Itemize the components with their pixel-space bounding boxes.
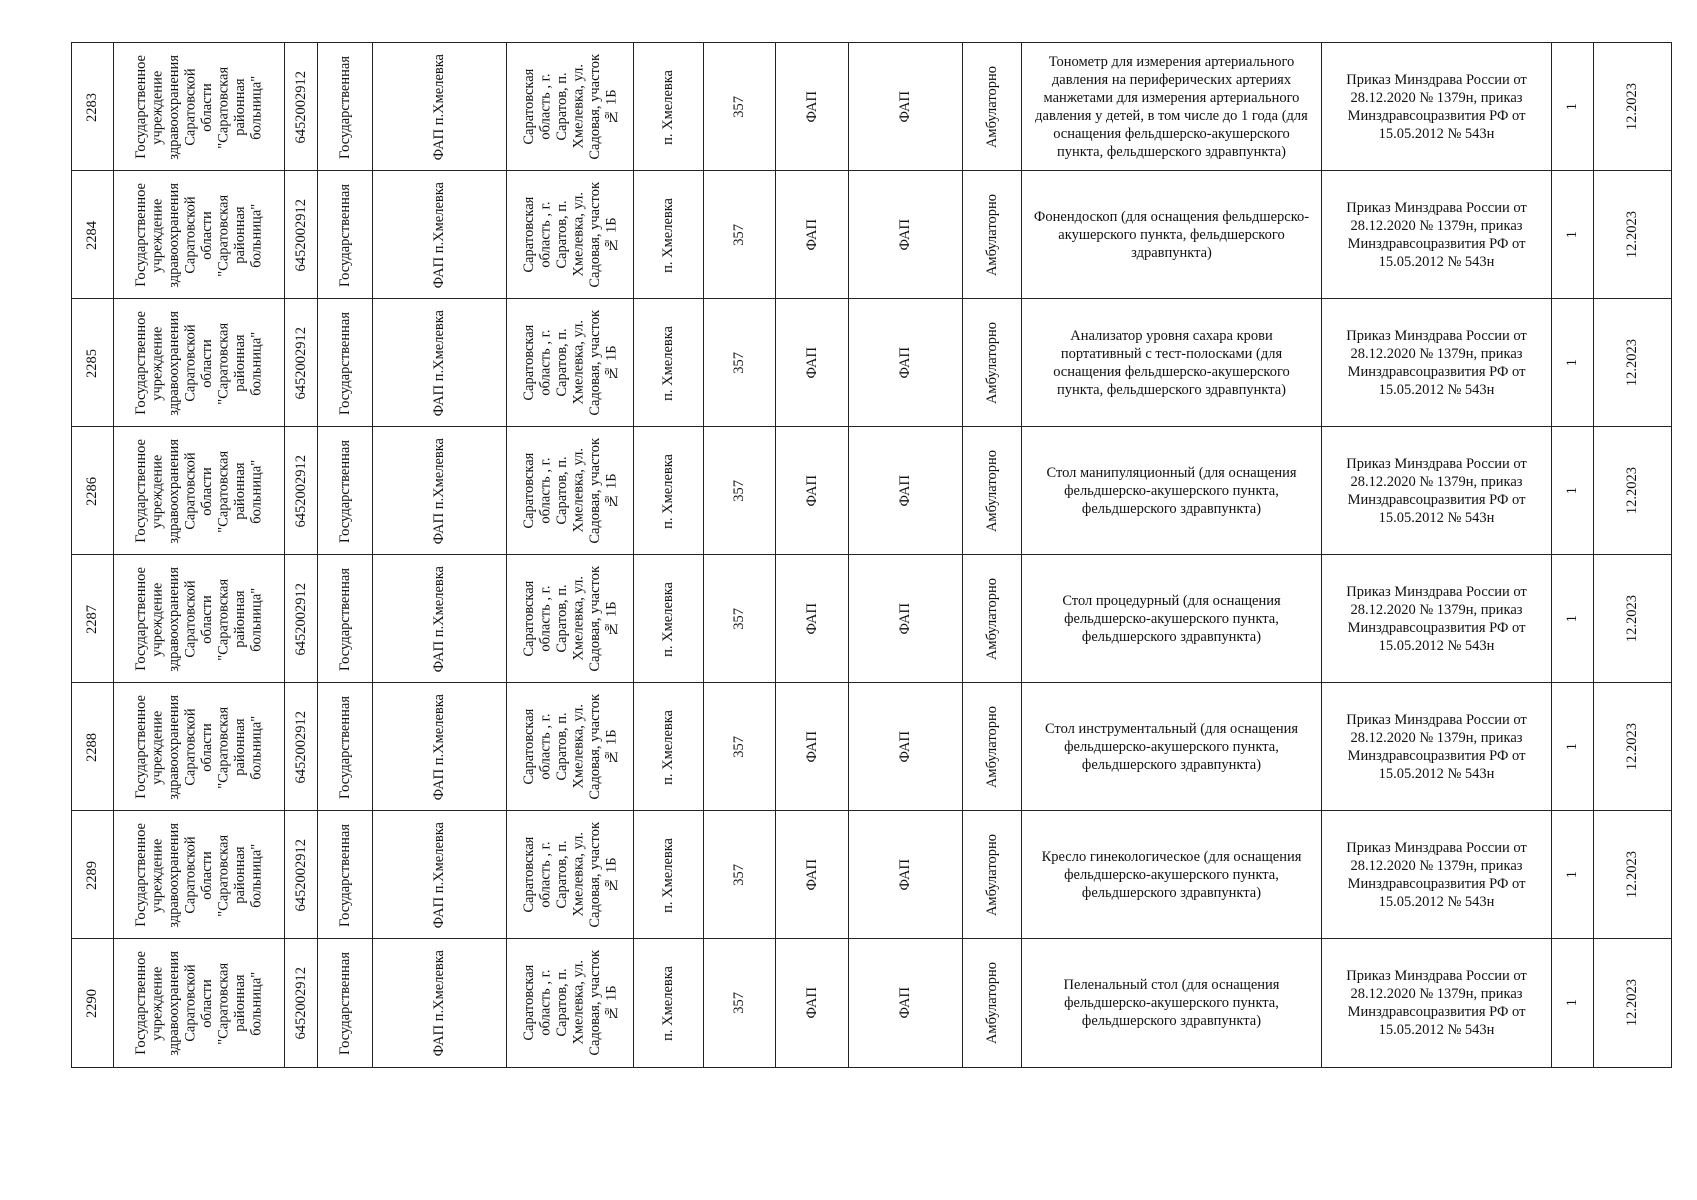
department-type: ФАП <box>897 603 914 635</box>
department-type: ФАП <box>897 347 914 379</box>
delivery-date: 12.2023 <box>1624 979 1641 1027</box>
cell-type2 <box>848 555 962 683</box>
row-number: 2283 <box>84 92 101 122</box>
cell-type1 <box>775 299 848 427</box>
locality: п. Хмелевка <box>660 69 677 145</box>
table-row <box>71 298 1672 427</box>
cell-care <box>962 171 1021 299</box>
cell-code <box>703 299 775 427</box>
cell-basis <box>1321 939 1551 1067</box>
care-conditions: Амбулаторно <box>983 193 1000 277</box>
cell-address <box>506 171 633 299</box>
organization-name: Государственное учреждение здравоохранения Саратовской области "Саратовская районная больница" <box>133 566 265 672</box>
cell-locality <box>633 811 703 939</box>
cell-address <box>506 811 633 939</box>
quantity: 1 <box>1564 103 1581 111</box>
facility-name: ФАП п.Хмелевка <box>431 53 448 161</box>
cell-ownership <box>317 299 372 427</box>
organization-name: Государственное учреждение здравоохранения Саратовской области "Саратовская районная больница" <box>133 182 265 288</box>
cell-address <box>506 427 633 555</box>
cell-type1 <box>775 939 848 1067</box>
cell-address <box>506 939 633 1067</box>
facility-name: ФАП п.Хмелевка <box>431 309 448 417</box>
cell-type1 <box>775 171 848 299</box>
unit-type: ФАП <box>803 603 820 635</box>
cell-address <box>506 683 633 811</box>
inn: 6452002912 <box>292 326 309 400</box>
row-number: 2284 <box>84 220 101 250</box>
cell-address <box>506 299 633 427</box>
cell-ownership <box>317 171 372 299</box>
facility-address: Саратовская область , г. Саратов, п. Хмелевка, ул. Садовая, участок № 1Б <box>520 310 619 416</box>
cell-code <box>703 683 775 811</box>
population-code: 357 <box>731 96 748 118</box>
cell-ownership <box>317 555 372 683</box>
quantity: 1 <box>1564 487 1581 495</box>
cell-equipment <box>1021 555 1321 683</box>
cell-inn <box>284 171 317 299</box>
cell-date <box>1593 939 1672 1067</box>
cell-care <box>962 811 1021 939</box>
cell-org <box>113 171 284 299</box>
facility-address: Саратовская область , г. Саратов, п. Хмелевка, ул. Садовая, участок № 1Б <box>520 694 619 800</box>
population-code: 357 <box>731 864 748 886</box>
row-number: 2287 <box>84 604 101 634</box>
cell-address <box>506 555 633 683</box>
ownership-form: Государственная <box>336 951 353 1055</box>
facility-name: ФАП п.Хмелевка <box>431 565 448 673</box>
cell-org <box>113 555 284 683</box>
cell-date <box>1593 683 1672 811</box>
legal-basis: Приказ Минздрава России от 28.12.2020 № 1379н, приказ Минздравсоцразвития РФ от 15.05.2012 № 543н <box>1346 328 1527 398</box>
cell-num <box>71 43 113 171</box>
locality: п. Хмелевка <box>660 325 677 401</box>
quantity: 1 <box>1564 999 1581 1007</box>
delivery-date: 12.2023 <box>1624 723 1641 771</box>
facility-address: Саратовская область , г. Саратов, п. Хмелевка, ул. Садовая, участок № 1Б <box>520 566 619 672</box>
cell-type1 <box>775 683 848 811</box>
cell-type2 <box>848 427 962 555</box>
cell-type1 <box>775 43 848 171</box>
cell-inn <box>284 43 317 171</box>
locality: п. Хмелевка <box>660 965 677 1041</box>
cell-facility <box>372 171 506 299</box>
cell-equipment <box>1021 939 1321 1067</box>
care-conditions: Амбулаторно <box>983 449 1000 533</box>
quantity: 1 <box>1564 871 1581 879</box>
organization-name: Государственное учреждение здравоохранения Саратовской области "Саратовская районная больница" <box>133 822 265 928</box>
department-type: ФАП <box>897 731 914 763</box>
equipment-name: Тонометр для измерения артериального давления на периферических артериях манжетами для измерения артериального давления у детей, в том числе до 1 года (для оснащения фельдшерско-акушерского пункта, фельдшерского здравпункта) <box>1035 54 1308 160</box>
population-code: 357 <box>731 608 748 630</box>
cell-org <box>113 427 284 555</box>
cell-qty <box>1551 427 1593 555</box>
cell-date <box>1593 555 1672 683</box>
cell-num <box>71 427 113 555</box>
department-type: ФАП <box>897 91 914 123</box>
ownership-form: Государственная <box>336 567 353 671</box>
cell-num <box>71 171 113 299</box>
population-code: 357 <box>731 224 748 246</box>
cell-facility <box>372 427 506 555</box>
delivery-date: 12.2023 <box>1624 467 1641 515</box>
cell-org <box>113 683 284 811</box>
cell-inn <box>284 811 317 939</box>
cell-inn <box>284 939 317 1067</box>
cell-type1 <box>775 555 848 683</box>
inn: 6452002912 <box>292 966 309 1040</box>
population-code: 357 <box>731 992 748 1014</box>
cell-locality <box>633 555 703 683</box>
cell-equipment <box>1021 43 1321 171</box>
cell-inn <box>284 299 317 427</box>
cell-qty <box>1551 811 1593 939</box>
care-conditions: Амбулаторно <box>983 961 1000 1045</box>
equipment-name: Кресло гинекологическое (для оснащения фельдшерско-акушерского пункта, фельдшерского здравпункта) <box>1041 849 1302 901</box>
cell-locality <box>633 427 703 555</box>
cell-equipment <box>1021 427 1321 555</box>
cell-qty <box>1551 683 1593 811</box>
inn: 6452002912 <box>292 198 309 272</box>
care-conditions: Амбулаторно <box>983 705 1000 789</box>
unit-type: ФАП <box>803 347 820 379</box>
cell-qty <box>1551 555 1593 683</box>
quantity: 1 <box>1564 743 1581 751</box>
locality: п. Хмелевка <box>660 837 677 913</box>
equipment-name: Стол инструментальный (для оснащения фельдшерско-акушерского пункта, фельдшерского здравпункта) <box>1044 721 1299 773</box>
cell-org <box>113 939 284 1067</box>
cell-locality <box>633 43 703 171</box>
department-type: ФАП <box>897 475 914 507</box>
equipment-table <box>71 42 1672 1068</box>
cell-facility <box>372 299 506 427</box>
facility-name: ФАП п.Хмелевка <box>431 949 448 1057</box>
organization-name: Государственное учреждение здравоохранения Саратовской области "Саратовская районная больница" <box>133 310 265 416</box>
population-code: 357 <box>731 352 748 374</box>
facility-name: ФАП п.Хмелевка <box>431 437 448 545</box>
ownership-form: Государственная <box>336 311 353 415</box>
cell-care <box>962 939 1021 1067</box>
cell-num <box>71 555 113 683</box>
table-row <box>71 554 1672 683</box>
equipment-name: Стол манипуляционный (для оснащения фельдшерско-акушерского пункта, фельдшерского здравпункта) <box>1046 465 1297 517</box>
cell-ownership <box>317 43 372 171</box>
locality: п. Хмелевка <box>660 581 677 657</box>
cell-facility <box>372 683 506 811</box>
row-number: 2289 <box>84 860 101 890</box>
department-type: ФАП <box>897 859 914 891</box>
cell-qty <box>1551 939 1593 1067</box>
row-number: 2290 <box>84 988 101 1018</box>
cell-date <box>1593 811 1672 939</box>
care-conditions: Амбулаторно <box>983 833 1000 917</box>
inn: 6452002912 <box>292 582 309 656</box>
cell-equipment <box>1021 811 1321 939</box>
inn: 6452002912 <box>292 454 309 528</box>
cell-qty <box>1551 43 1593 171</box>
facility-name: ФАП п.Хмелевка <box>431 181 448 289</box>
cell-code <box>703 427 775 555</box>
ownership-form: Государственная <box>336 823 353 927</box>
cell-basis <box>1321 683 1551 811</box>
cell-type2 <box>848 299 962 427</box>
population-code: 357 <box>731 480 748 502</box>
cell-care <box>962 555 1021 683</box>
cell-code <box>703 43 775 171</box>
cell-locality <box>633 171 703 299</box>
ownership-form: Государственная <box>336 695 353 799</box>
legal-basis: Приказ Минздрава России от 28.12.2020 № 1379н, приказ Минздравсоцразвития РФ от 15.05.2012 № 543н <box>1346 840 1527 910</box>
legal-basis: Приказ Минздрава России от 28.12.2020 № 1379н, приказ Минздравсоцразвития РФ от 15.05.2012 № 543н <box>1346 72 1527 142</box>
cell-equipment <box>1021 171 1321 299</box>
inn: 6452002912 <box>292 838 309 912</box>
cell-type2 <box>848 43 962 171</box>
equipment-name: Пеленальный стол (для оснащения фельдшерско-акушерского пункта, фельдшерского здравпункта) <box>1063 977 1280 1029</box>
inn: 6452002912 <box>292 70 309 144</box>
organization-name: Государственное учреждение здравоохранения Саратовской области "Саратовская районная больница" <box>133 54 265 160</box>
cell-locality <box>633 683 703 811</box>
cell-address <box>506 43 633 171</box>
row-number: 2286 <box>84 476 101 506</box>
cell-care <box>962 427 1021 555</box>
cell-num <box>71 299 113 427</box>
legal-basis: Приказ Минздрава России от 28.12.2020 № 1379н, приказ Минздравсоцразвития РФ от 15.05.2012 № 543н <box>1346 584 1527 654</box>
facility-name: ФАП п.Хмелевка <box>431 821 448 929</box>
facility-address: Саратовская область , г. Саратов, п. Хмелевка, ул. Садовая, участок № 1Б <box>520 182 619 288</box>
quantity: 1 <box>1564 231 1581 239</box>
table-row <box>71 42 1672 171</box>
cell-num <box>71 811 113 939</box>
department-type: ФАП <box>897 987 914 1019</box>
cell-facility <box>372 43 506 171</box>
quantity: 1 <box>1564 615 1581 623</box>
care-conditions: Амбулаторно <box>983 321 1000 405</box>
cell-basis <box>1321 299 1551 427</box>
care-conditions: Амбулаторно <box>983 65 1000 149</box>
unit-type: ФАП <box>803 91 820 123</box>
equipment-name: Стол процедурный (для оснащения фельдшерско-акушерского пункта, фельдшерского здравпункта) <box>1062 593 1281 645</box>
cell-locality <box>633 299 703 427</box>
cell-type2 <box>848 171 962 299</box>
cell-care <box>962 43 1021 171</box>
legal-basis: Приказ Минздрава России от 28.12.2020 № 1379н, приказ Минздравсоцразвития РФ от 15.05.2012 № 543н <box>1346 968 1527 1038</box>
cell-basis <box>1321 427 1551 555</box>
cell-equipment <box>1021 683 1321 811</box>
row-number: 2288 <box>84 732 101 762</box>
facility-address: Саратовская область , г. Саратов, п. Хмелевка, ул. Садовая, участок № 1Б <box>520 950 619 1056</box>
organization-name: Государственное учреждение здравоохранения Саратовской области "Саратовская районная больница" <box>133 438 265 544</box>
delivery-date: 12.2023 <box>1624 83 1641 131</box>
cell-care <box>962 683 1021 811</box>
care-conditions: Амбулаторно <box>983 577 1000 661</box>
cell-inn <box>284 427 317 555</box>
table-row <box>71 682 1672 811</box>
locality: п. Хмелевка <box>660 453 677 529</box>
cell-qty <box>1551 299 1593 427</box>
cell-code <box>703 171 775 299</box>
cell-org <box>113 299 284 427</box>
unit-type: ФАП <box>803 475 820 507</box>
equipment-name: Анализатор уровня сахара крови портативный с тест-полосками (для оснащения фельдшерско-акушерского пункта, фельдшерского здравпункта) <box>1053 328 1290 398</box>
cell-basis <box>1321 811 1551 939</box>
facility-name: ФАП п.Хмелевка <box>431 693 448 801</box>
cell-equipment <box>1021 299 1321 427</box>
cell-locality <box>633 939 703 1067</box>
cell-ownership <box>317 683 372 811</box>
cell-basis <box>1321 171 1551 299</box>
ownership-form: Государственная <box>336 439 353 543</box>
cell-care <box>962 299 1021 427</box>
delivery-date: 12.2023 <box>1624 851 1641 899</box>
cell-date <box>1593 299 1672 427</box>
locality: п. Хмелевка <box>660 709 677 785</box>
cell-qty <box>1551 171 1593 299</box>
cell-num <box>71 683 113 811</box>
table-row <box>71 938 1672 1068</box>
cell-org <box>113 811 284 939</box>
quantity: 1 <box>1564 359 1581 367</box>
legal-basis: Приказ Минздрава России от 28.12.2020 № 1379н, приказ Минздравсоцразвития РФ от 15.05.2012 № 543н <box>1346 712 1527 782</box>
cell-facility <box>372 811 506 939</box>
cell-inn <box>284 555 317 683</box>
cell-type2 <box>848 683 962 811</box>
table-row <box>71 170 1672 299</box>
cell-type2 <box>848 939 962 1067</box>
facility-address: Саратовская область , г. Саратов, п. Хмелевка, ул. Садовая, участок № 1Б <box>520 822 619 928</box>
row-number: 2285 <box>84 348 101 378</box>
cell-date <box>1593 427 1672 555</box>
equipment-name: Фонендоскоп (для оснащения фельдшерско-акушерского пункта, фельдшерского здравпункта) <box>1033 209 1310 261</box>
ownership-form: Государственная <box>336 183 353 287</box>
cell-facility <box>372 939 506 1067</box>
cell-type2 <box>848 811 962 939</box>
delivery-date: 12.2023 <box>1624 339 1641 387</box>
organization-name: Государственное учреждение здравоохранения Саратовской области "Саратовская районная больница" <box>133 950 265 1056</box>
legal-basis: Приказ Минздрава России от 28.12.2020 № 1379н, приказ Минздравсоцразвития РФ от 15.05.2012 № 543н <box>1346 456 1527 526</box>
cell-ownership <box>317 939 372 1067</box>
cell-basis <box>1321 43 1551 171</box>
inn: 6452002912 <box>292 710 309 784</box>
legal-basis: Приказ Минздрава России от 28.12.2020 № 1379н, приказ Минздравсоцразвития РФ от 15.05.2012 № 543н <box>1346 200 1527 270</box>
cell-code <box>703 555 775 683</box>
organization-name: Государственное учреждение здравоохранения Саратовской области "Саратовская районная больница" <box>133 694 265 800</box>
delivery-date: 12.2023 <box>1624 595 1641 643</box>
cell-code <box>703 939 775 1067</box>
cell-org <box>113 43 284 171</box>
cell-date <box>1593 43 1672 171</box>
cell-ownership <box>317 427 372 555</box>
department-type: ФАП <box>897 219 914 251</box>
unit-type: ФАП <box>803 219 820 251</box>
unit-type: ФАП <box>803 987 820 1019</box>
cell-type1 <box>775 427 848 555</box>
unit-type: ФАП <box>803 859 820 891</box>
cell-date <box>1593 171 1672 299</box>
unit-type: ФАП <box>803 731 820 763</box>
cell-type1 <box>775 811 848 939</box>
cell-code <box>703 811 775 939</box>
ownership-form: Государственная <box>336 55 353 159</box>
facility-address: Саратовская область , г. Саратов, п. Хмелевка, ул. Садовая, участок № 1Б <box>520 438 619 544</box>
cell-inn <box>284 683 317 811</box>
locality: п. Хмелевка <box>660 197 677 273</box>
table-row <box>71 810 1672 939</box>
table-row <box>71 426 1672 555</box>
facility-address: Саратовская область , г. Саратов, п. Хмелевка, ул. Садовая, участок № 1Б <box>520 54 619 160</box>
cell-basis <box>1321 555 1551 683</box>
cell-num <box>71 939 113 1067</box>
population-code: 357 <box>731 736 748 758</box>
cell-facility <box>372 555 506 683</box>
cell-ownership <box>317 811 372 939</box>
delivery-date: 12.2023 <box>1624 211 1641 259</box>
